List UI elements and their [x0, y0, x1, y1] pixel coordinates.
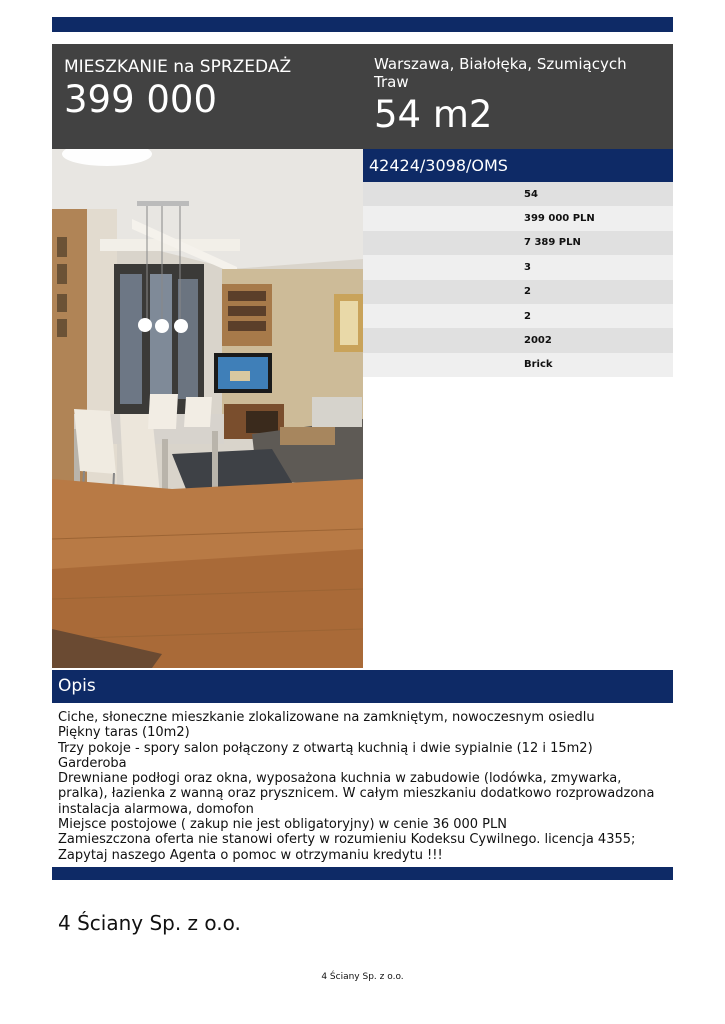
- spec-row: [363, 255, 673, 279]
- top-accent-bar: [52, 17, 673, 32]
- spec-row: [363, 206, 673, 230]
- description-line: Miejsce postojowe ( zakup nie jest obligatoryjny) w cenie 36 000 PLN: [58, 817, 507, 833]
- description-line: Garderoba: [58, 755, 127, 771]
- spec-row: [363, 182, 673, 206]
- spec-value: Brick: [524, 359, 553, 371]
- living-room-illustration: [52, 149, 363, 668]
- spec-value: 7 389 PLN: [524, 237, 581, 249]
- description-line: Zapytaj naszego Agenta o pomoc w otrzymaniu kredytu !!!: [58, 847, 443, 863]
- spec-value: 2: [524, 310, 531, 322]
- property-photo: [52, 149, 363, 668]
- spec-row: [363, 304, 673, 328]
- listing-reference-bar: 42424/3098/OMS: [363, 149, 673, 182]
- listing-area: 54 m2: [374, 93, 493, 136]
- header-right: [374, 55, 664, 136]
- spec-value: 3: [524, 261, 531, 273]
- description-line: Zamieszczona oferta nie stanowi oferty w rozumieniu Kodeksu Cywilnego. licencja 4355;: [58, 832, 636, 848]
- listing-header: [52, 44, 673, 149]
- bottom-accent-bar: [52, 867, 673, 880]
- description-line: Ciche, słoneczne mieszkanie zlokalizowane na zamkniętym, nowoczesnym osiedlu: [58, 710, 595, 725]
- spec-value: 2: [524, 286, 531, 298]
- spec-row: [363, 353, 673, 377]
- spec-value: 2002: [524, 335, 552, 347]
- spec-row: [363, 231, 673, 255]
- page-footer: 4 Ściany Sp. z o.o.: [321, 972, 404, 982]
- listing-type-title: MIESZKANIE na SPRZEDAŻ: [64, 57, 292, 77]
- agency-name: 4 Ściany Sp. z o.o.: [58, 911, 241, 935]
- header-left: [64, 56, 354, 121]
- specs-table: [363, 182, 673, 377]
- description-text: [58, 710, 668, 863]
- listing-location: Warszawa, Białołęka, Szumiących Traw: [374, 55, 627, 91]
- spec-value: 399 000 PLN: [524, 213, 595, 225]
- listing-price: 399 000: [64, 78, 218, 121]
- description-line: Piękny taras (10m2): [58, 725, 190, 741]
- spec-row: [363, 328, 673, 352]
- spec-row: [363, 280, 673, 304]
- description-line: Trzy pokoje - spory salon połączony z otwartą kuchnią i dwie sypialnie (12 i 15m2): [58, 740, 593, 756]
- spec-value: 54: [524, 188, 538, 200]
- description-heading: Opis: [52, 670, 673, 703]
- description-line: Drewniane podłogi oraz okna, wyposażona kuchnia w zabudowie (lodówka, zmywarka, pralka), łazienka z wanną oraz prysznicem. W całym mieszkaniu dodatkowo rozprowadzona instalacja alarmowa, domofon: [58, 771, 655, 817]
